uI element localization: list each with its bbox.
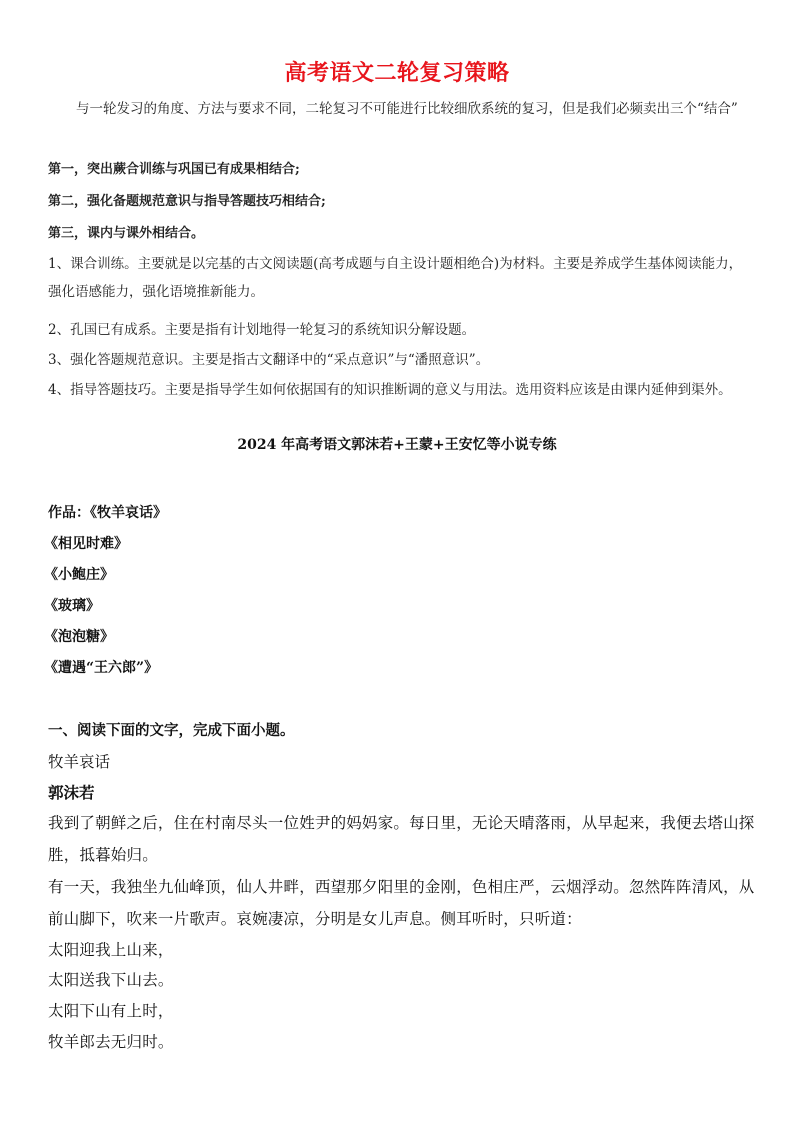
- story-title: 牧羊哀话: [48, 753, 111, 771]
- page-title: 高考语文二轮复习策略: [284, 61, 510, 86]
- practice-subtitle: 2024 年高考语文郭沫若+王蒙+王安忆等小说专练: [237, 437, 557, 453]
- song-line-1: 太阳迎我上山来，: [48, 941, 174, 959]
- detail-3: 3、强化答题规范意识。主要是指古文翻译中的“采点意识”与“潘照意识”。: [48, 352, 490, 368]
- story-paragraph-2: 有一天，我独坐九仙峰顶，仙人井畔，西望那夕阳里的金刚，色相庄严，云烟浮动。忽然阵阵清风，从前山脚下，吹来一片歌声。哀婉凄凉，分明是女儿声息。侧耳听时，只听道：: [48, 878, 755, 928]
- work-title: 《遭遇“王六郎”》: [44, 660, 159, 676]
- story-paragraph-1: 我到了朝鲜之后，住在村南尽头一位姓尹的妈妈家。每日里，无论天晴落雨，从早起来，我便去塔山探胜，抵暮始归。: [48, 814, 755, 864]
- point-1: 第一，突出蕨合训练与巩国已有成果相结合;: [48, 162, 300, 177]
- work-title: 《小鲍庄》: [44, 567, 114, 583]
- detail-1: 1、课合训练。主要就是以完基的古文阅读题(高考成题与自主设计题相绝合)为材料。主要是养成学生基体阅读能力，强化语感能力，强化语境推新能力。: [48, 256, 743, 300]
- story-author: 郭沫若: [48, 783, 95, 802]
- point-3: 第三，课内与课外相结合。: [48, 226, 205, 241]
- song-line-3: 太阳下山有上时，: [48, 1002, 174, 1020]
- detail-4: 4、指导答题技巧。主要是指导学生如何依据国有的知识推断调的意义与用法。选用资料应该是由课内延伸到渠外。: [48, 382, 732, 398]
- work-title: 《泡泡糖》: [44, 629, 114, 645]
- song-line-4: 牧羊郎去无归时。: [48, 1033, 174, 1051]
- works-label: 作品：: [48, 505, 90, 521]
- section-heading: 一、阅读下面的文字，完成下面小题。: [48, 722, 295, 739]
- detail-2: 2、孔国已有成系。主要是指有计划地得一轮复习的系统知识分解设题。: [48, 322, 476, 338]
- work-title: 《牧羊哀话》: [90, 505, 167, 521]
- work-title: 《相见时难》: [44, 536, 128, 552]
- song-line-2: 太阳送我下山去。: [48, 971, 174, 989]
- work-title: 《玻璃》: [44, 598, 100, 614]
- works-line-1: [48, 502, 167, 522]
- point-2: 第二，强化备题规范意识与指导答题技巧相结合;: [48, 194, 326, 209]
- intro-paragraph: 与一轮发习的角度、方法与要求不同，二轮复习不可能进行比较细欣系统的复习，但是我们必频卖出三个“结合”: [76, 101, 738, 117]
